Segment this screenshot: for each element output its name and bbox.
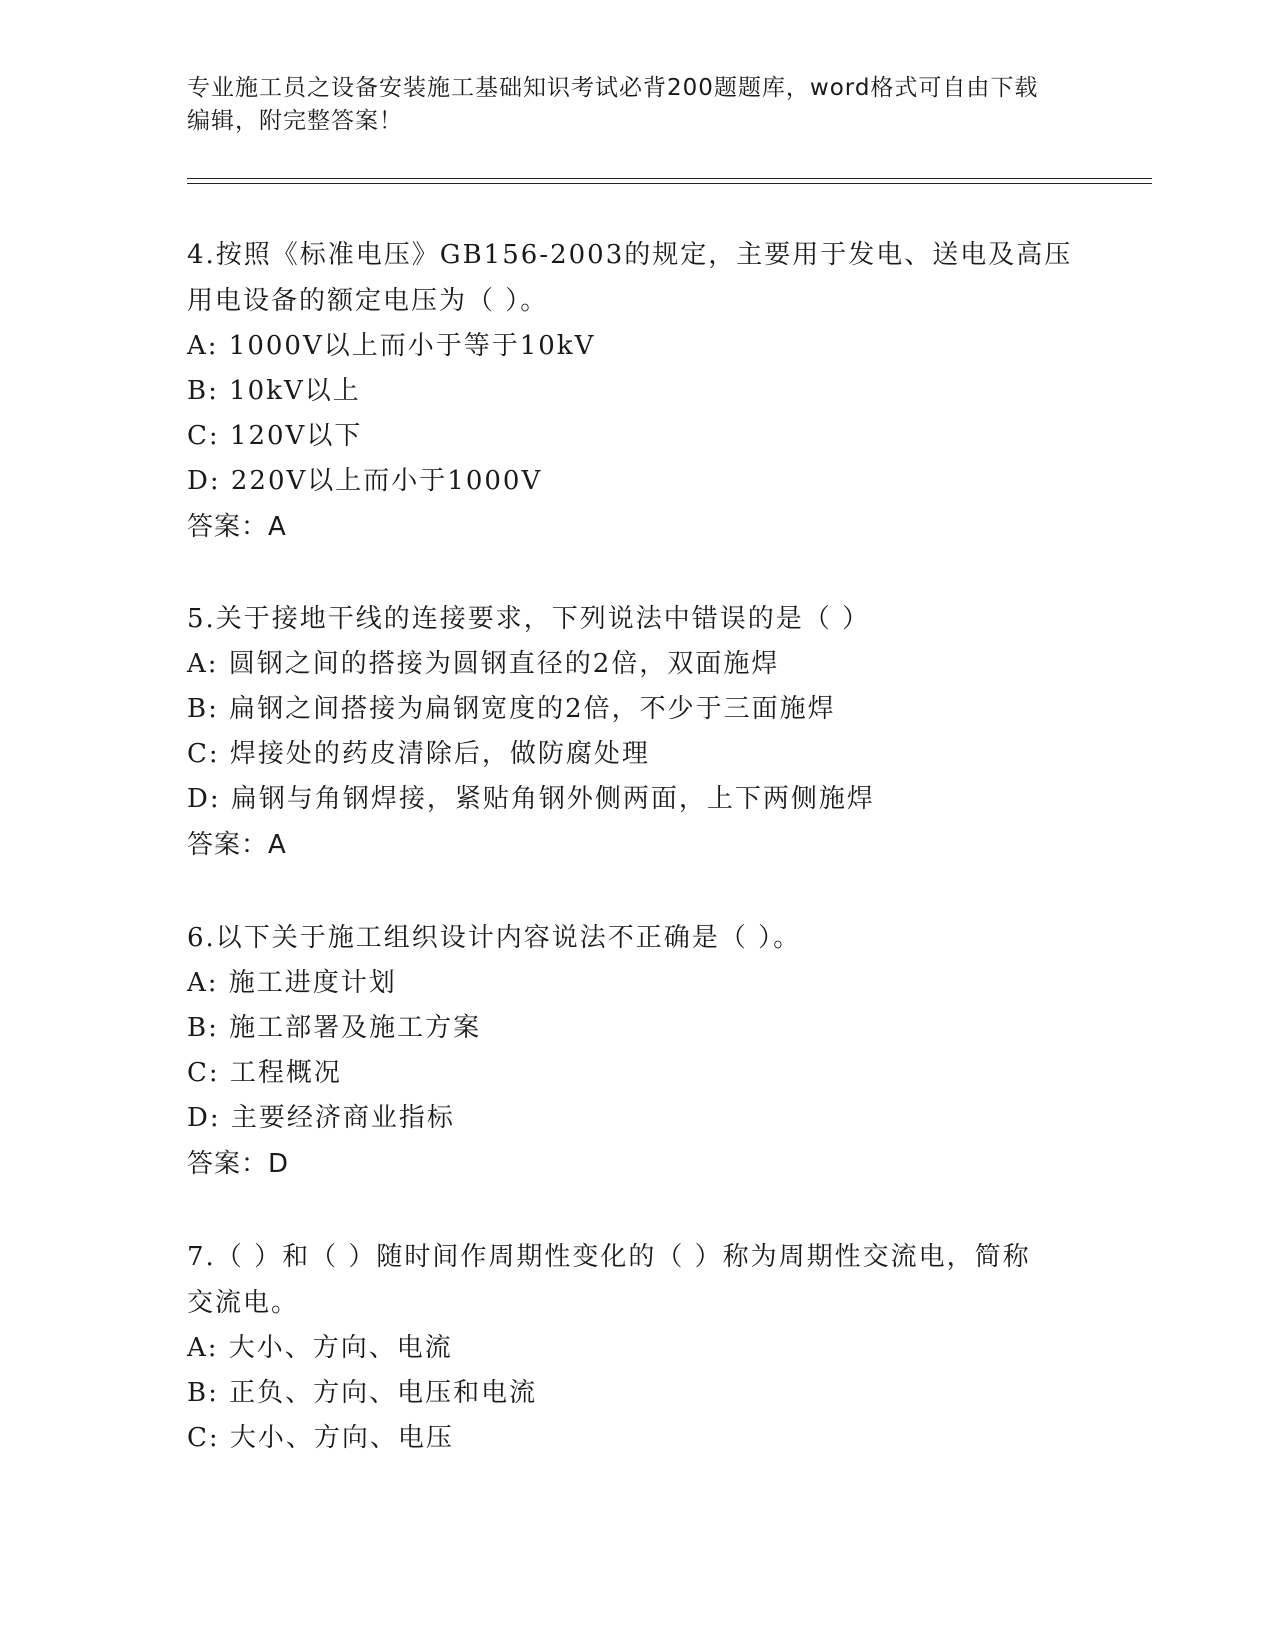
question-stem-line: 4.按照《标准电压》GB156-2003的规定，主要用于发电、送电及高压 — [187, 240, 1073, 270]
question-stem — [187, 232, 1087, 324]
question-stem-line: 交流电。 — [187, 1288, 300, 1318]
question-stem — [187, 915, 1087, 961]
question-stem-line: 用电设备的额定电压为（ ）。 — [187, 286, 549, 316]
question-stem-line: 6.以下关于施工组织设计内容说法不正确是（ ）。 — [187, 923, 802, 953]
question-6 — [187, 915, 1087, 1187]
header-line-1: 专业施工员之设备安装施工基础知识考试必背200题题库，word格式可自由下载 — [187, 75, 1039, 101]
option-a: A: 1000V以上而小于等于10kV — [187, 331, 596, 361]
option-c: C: 工程概况 — [187, 1058, 342, 1088]
question-stem — [187, 596, 1087, 642]
question-4 — [187, 232, 1087, 550]
document-header — [187, 72, 1067, 138]
option-b: B: 施工部署及施工方案 — [187, 1013, 482, 1043]
option-c: C: 120V以下 — [187, 421, 363, 451]
header-divider-top — [187, 178, 1152, 179]
question-stem-line: 7.（ ）和（ ）随时间作周期性变化的（ ）称为周期性交流电，简称 — [187, 1242, 1031, 1272]
option-c: C: 大小、方向、电压 — [187, 1423, 454, 1453]
option-a: A: 施工进度计划 — [187, 968, 397, 998]
header-line-2: 编辑，附完整答案！ — [187, 108, 403, 134]
option-b: B: 10kV以上 — [187, 376, 361, 406]
answer: 答案：A — [187, 830, 287, 860]
question-7 — [187, 1234, 1087, 1461]
option-d: D: 220V以上而小于1000V — [187, 466, 543, 496]
option-b: B: 扁钢之间搭接为扁钢宽度的2倍，不少于三面施焊 — [187, 694, 836, 724]
option-a: A: 大小、方向、电流 — [187, 1333, 453, 1363]
option-a: A: 圆钢之间的搭接为圆钢直径的2倍，双面施焊 — [187, 649, 780, 679]
answer: 答案：A — [187, 512, 287, 542]
option-d: D: 扁钢与角钢焊接，紧贴角钢外侧两面，上下两侧施焊 — [187, 784, 875, 814]
option-c: C: 焊接处的药皮清除后，做防腐处理 — [187, 739, 650, 769]
option-b: B: 正负、方向、电压和电流 — [187, 1378, 538, 1408]
answer: 答案：D — [187, 1149, 290, 1179]
question-stem-line: 5.关于接地干线的连接要求，下列说法中错误的是（ ） — [187, 604, 871, 634]
header-divider-bottom — [187, 183, 1152, 184]
question-5 — [187, 596, 1087, 868]
option-d: D: 主要经济商业指标 — [187, 1103, 455, 1133]
question-stem — [187, 1234, 1087, 1326]
